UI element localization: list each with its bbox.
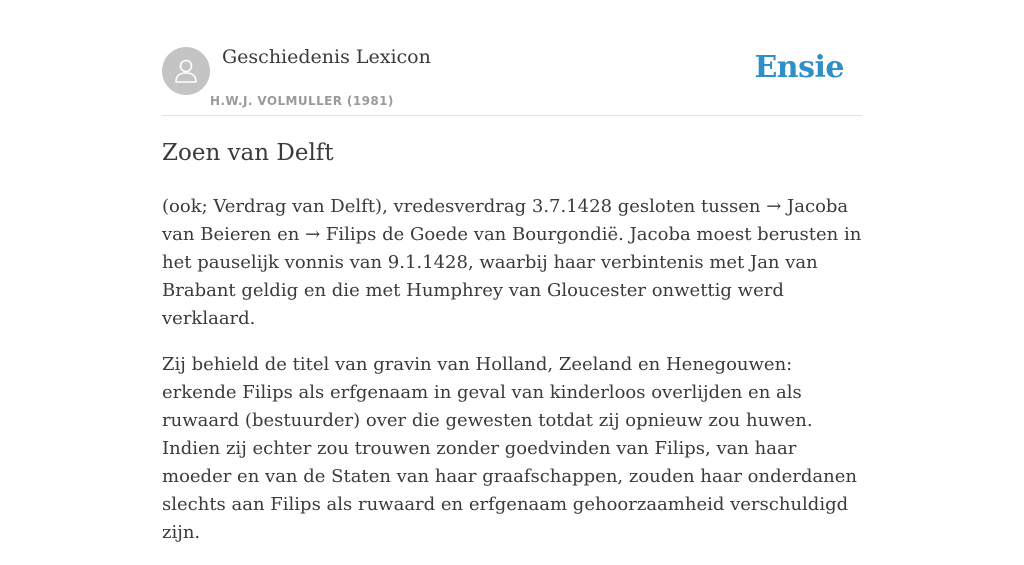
user-icon [171,56,201,86]
paragraph-1-text-c: . Jacoba moest berusten in het pauselijk vonnis van 9.1.1428, waarbij haar verbintenis met Jan van Brabant geldig en die met Humphrey van Gloucester onwettig werd verklaard. [162,224,862,329]
book-title[interactable]: Geschiedenis Lexicon [222,46,431,68]
ensie-logo[interactable]: Ensie [754,50,844,85]
article-body [162,193,862,565]
paragraph-1 [162,193,862,333]
link-filips-de-goede[interactable]: → Filips de Goede van Bourgondië [305,224,619,245]
paragraph-1-text-b: en [271,224,306,245]
paragraph-1-text-a: (ook; Verdrag van Delft), vredesverdrag 3.7.1428 gesloten tussen [162,196,767,217]
article-title: Zoen van Delft [162,140,334,166]
book-author: H.W.J. VOLMULLER (1981) [210,94,394,108]
header [162,44,862,116]
link-jacoba-van-beieren[interactable]: → Jacoba van Beieren [162,196,849,245]
avatar[interactable] [162,47,210,95]
paragraph-2: Zij behield de titel van gravin van Holland, Zeeland en Henegouwen: erkende Filips als erfgenaam in geval van kinderloos overlijden en als ruwaard (bestuurder) over die gewesten totdat zij opnieuw zou huwen. Indien zij echter zou trouwen zonder goedvinden van Filips, van haar moeder en van de Staten van haar graafschappen, zouden haar onderdanen slechts aan Filips als ruwaard en erfgenaam gehoorzaamheid verschuldigd zijn. [162,354,857,543]
